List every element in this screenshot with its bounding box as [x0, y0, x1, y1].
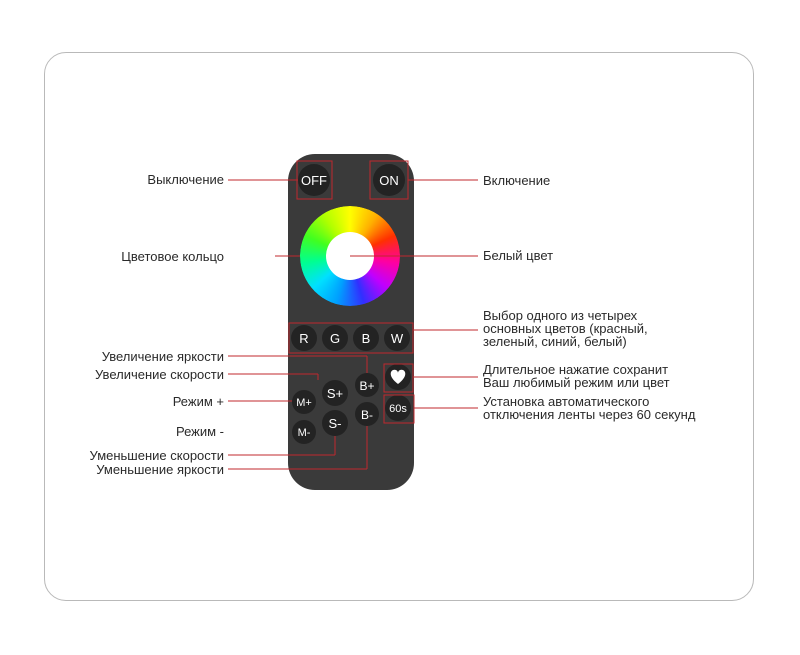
label-on: Включение	[483, 173, 551, 188]
label-choose-line3: зеленый, синий, белый)	[483, 334, 627, 349]
label-speed-up: Увеличение скорости	[95, 367, 224, 382]
brightness-up-button-label: B+	[359, 379, 375, 393]
mode-minus-button-label: M-	[297, 427, 311, 439]
label-timer-line1: Установка автоматического	[483, 394, 650, 409]
g-button-label: G	[329, 331, 341, 346]
speed-down-button[interactable]	[322, 410, 348, 436]
b-button[interactable]	[353, 325, 379, 351]
label-choose-line1: Выбор одного из четырех	[483, 308, 638, 323]
off-button[interactable]	[298, 164, 330, 196]
favorite-button[interactable]	[385, 364, 411, 390]
label-off: Выключение	[147, 172, 224, 187]
g-button[interactable]	[322, 325, 348, 351]
label-brightness-down: Уменьшение яркости	[96, 462, 224, 477]
on-button-label: ON	[379, 173, 399, 188]
mode-minus-button[interactable]	[292, 420, 316, 444]
on-button[interactable]	[373, 164, 405, 196]
timer-button[interactable]	[385, 395, 411, 421]
r-button[interactable]	[291, 325, 317, 351]
label-favorite-line1: Длительное нажатие сохранит	[483, 362, 669, 377]
off-button-label: OFF	[301, 173, 327, 188]
w-button-label: W	[390, 331, 404, 346]
mode-plus-button[interactable]	[292, 390, 316, 414]
brightness-up-button[interactable]	[355, 373, 379, 397]
label-mode-plus: Режим +	[172, 394, 224, 409]
label-brightness-up: Увеличение яркости	[101, 349, 224, 364]
label-favorite-line2: Ваш любимый режим или цвет	[483, 375, 670, 390]
label-color-ring: Цветовое кольцо	[121, 249, 224, 264]
w-button[interactable]	[384, 325, 410, 351]
label-timer-line2: отключения ленты через 60 секунд	[483, 407, 696, 422]
speed-up-button[interactable]	[322, 380, 348, 406]
label-mode-minus: Режим -	[175, 424, 224, 439]
mode-plus-button-label: M+	[296, 397, 312, 409]
brightness-down-button-label: B-	[361, 408, 373, 422]
label-choose-line2: основных цветов (красный,	[483, 321, 648, 336]
b-button-label: B	[361, 331, 371, 346]
timer-button-label: 60s	[389, 403, 407, 415]
r-button-label: R	[299, 331, 309, 346]
speed-down-button-label: S-	[328, 416, 342, 431]
speed-up-button-label: S+	[326, 386, 344, 401]
label-white: Белый цвет	[483, 248, 554, 263]
label-speed-down: Уменьшение скорости	[89, 448, 224, 463]
brightness-down-button[interactable]	[355, 402, 379, 426]
